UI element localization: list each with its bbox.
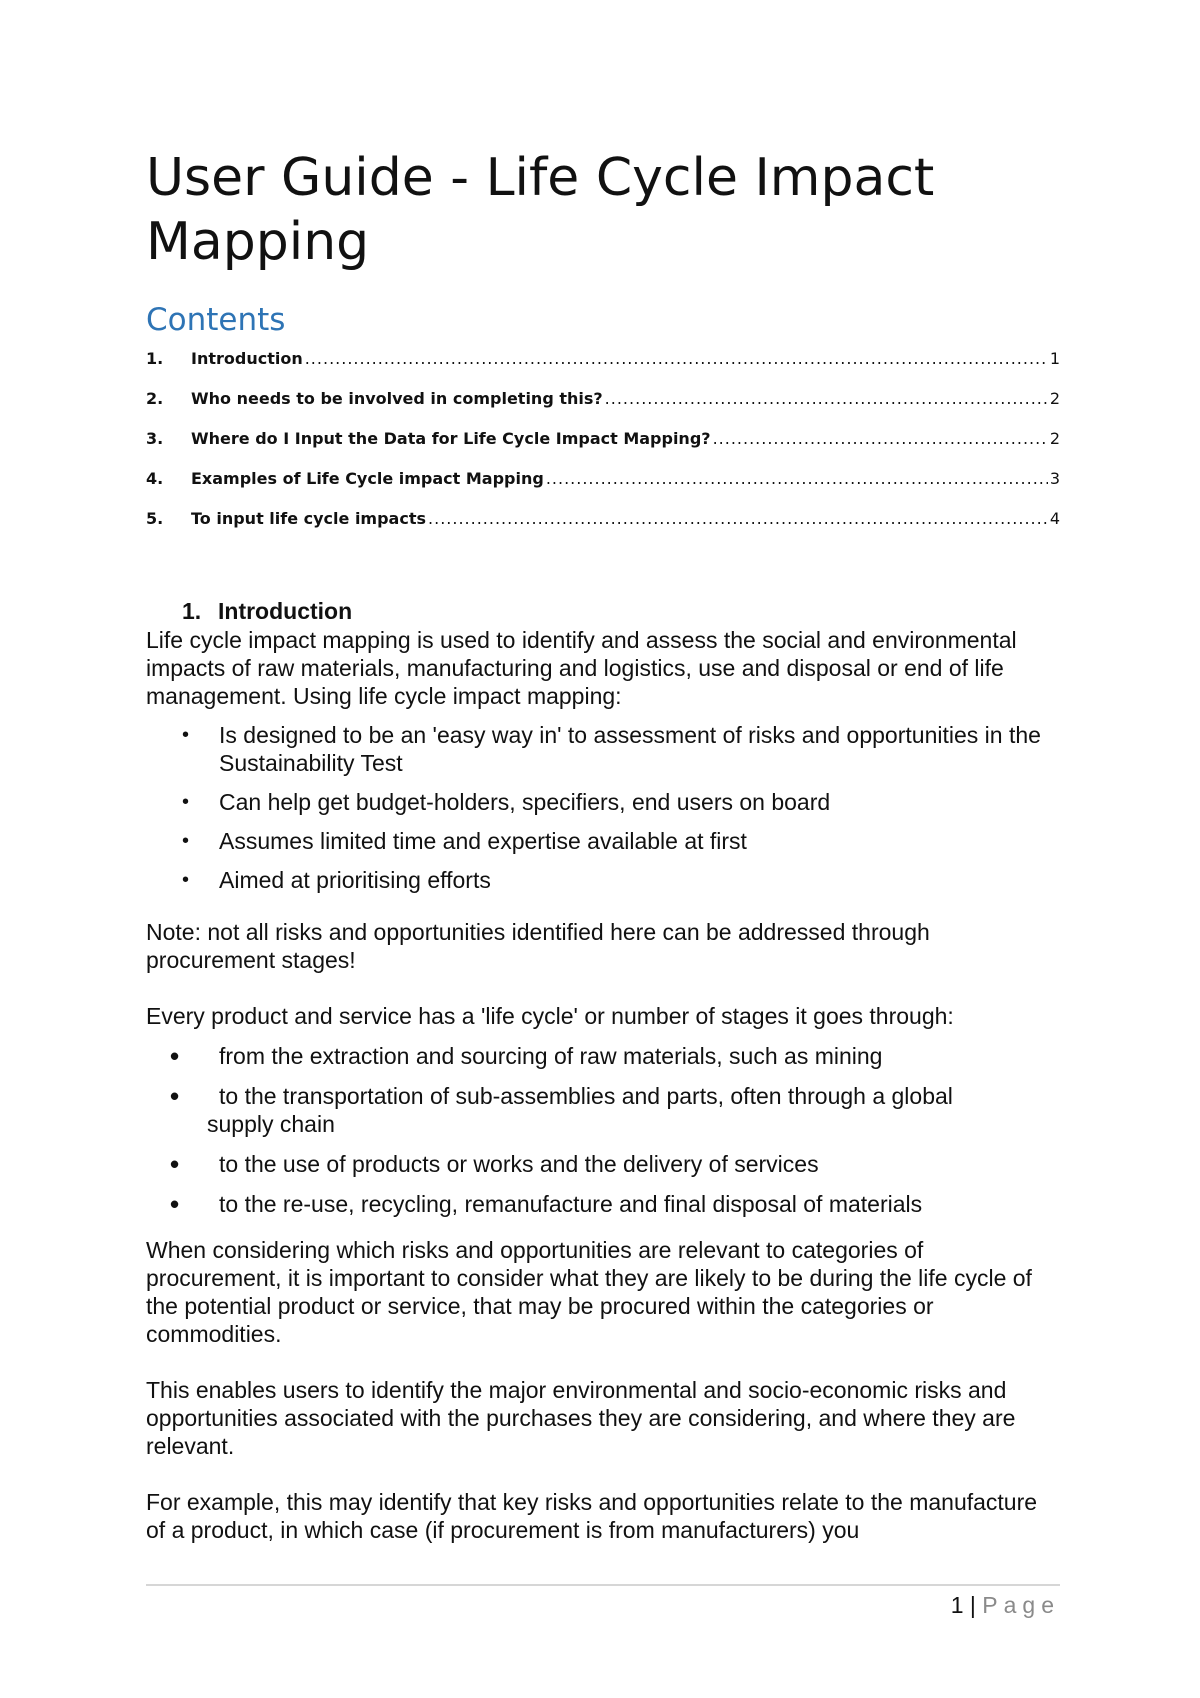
toc-entry-where-input[interactable] <box>146 424 1060 464</box>
list-item: • from the extraction and sourcing of raw materials, such as mining <box>170 1041 883 1071</box>
toc-number: 5. <box>146 509 164 528</box>
toc-page-number: 2 <box>1049 429 1060 448</box>
toc-page-number: 1 <box>1049 349 1060 368</box>
toc-entry-to-input[interactable] <box>146 504 1060 544</box>
toc-dot-leader <box>713 424 1048 454</box>
lifecycle-stages-list <box>146 1042 1060 1218</box>
toc-label: To input life cycle impacts <box>191 509 427 528</box>
list-item: • to the use of products or works and the delivery of services <box>170 1149 819 1179</box>
toc-entry-examples[interactable] <box>146 464 1060 504</box>
example-paragraph: For example, this may identify that key risks and opportunities relate to the manufacture of a product, in which case (if procurement is from manufacturers) you <box>146 1489 1038 1543</box>
toc-number: 4. <box>146 469 164 488</box>
footer-divider <box>146 1584 1060 1586</box>
considering-paragraph: When considering which risks and opportunities are relevant to categories of procurement, it is important to consider what they are likely to be during the life cycle of the potential product or service, that may be procured within the categories or commodities. <box>146 1237 1032 1347</box>
page-number: 1 <box>950 1592 964 1618</box>
toc-label: Examples of Life Cycle impact Mapping <box>191 469 544 488</box>
list-item: • Aimed at prioritising efforts <box>182 867 491 893</box>
page-label: Page <box>982 1592 1060 1618</box>
list-item: • Is designed to be an 'easy way in' to assessment of risks and opportunities in the Sustainability Test <box>182 722 1041 776</box>
bullet-icon: • <box>182 869 190 891</box>
toc-label: Who needs to be involved in completing this? <box>191 389 603 408</box>
toc-page-number: 3 <box>1049 469 1060 488</box>
toc-page-number: 4 <box>1049 509 1060 528</box>
bullet-icon: • <box>182 724 190 746</box>
document-page <box>146 0 1060 1698</box>
toc-dot-leader <box>305 344 1048 374</box>
toc-entry-who-involved[interactable] <box>146 384 1060 424</box>
table-of-contents <box>146 344 1060 544</box>
toc-number: 1. <box>146 349 164 368</box>
toc-dot-leader <box>546 464 1048 494</box>
list-item: • Assumes limited time and expertise available at first <box>182 828 747 854</box>
enables-paragraph: This enables users to identify the major environmental and socio-economic risks and opportunities associated with the purchases they are considering, and where they are relevant. <box>146 1377 1016 1459</box>
bullet-icon: • <box>182 830 190 852</box>
bullet-icon: • <box>170 1041 180 1071</box>
page-footer <box>951 1590 1060 1620</box>
document-title: User Guide - Life Cycle Impact Mapping <box>146 148 935 272</box>
lifecycle-intro-paragraph: Every product and service has a 'life cycle' or number of stages it goes through: <box>146 1003 954 1029</box>
bullet-icon: • <box>170 1189 180 1219</box>
toc-number: 3. <box>146 429 164 448</box>
list-item: • to the re-use, recycling, remanufacture and final disposal of materials <box>170 1189 923 1219</box>
toc-dot-leader <box>428 504 1048 534</box>
toc-number: 2. <box>146 389 164 408</box>
benefits-list <box>146 721 1060 894</box>
section-number: 1. <box>182 598 202 624</box>
toc-page-number: 2 <box>1049 389 1060 408</box>
toc-label: Introduction <box>191 349 303 368</box>
list-item: • to the transportation of sub-assemblies and parts, often through a global supply chain <box>170 1081 953 1137</box>
section-heading-introduction <box>182 596 352 626</box>
contents-heading: Contents <box>146 302 286 338</box>
bullet-icon: • <box>182 791 190 813</box>
toc-entry-introduction[interactable] <box>146 344 1060 384</box>
toc-dot-leader <box>605 384 1048 414</box>
list-item: • Can help get budget-holders, specifiers, end users on board <box>182 789 831 815</box>
toc-label: Where do I Input the Data for Life Cycle Impact Mapping? <box>191 429 711 448</box>
footer-separator: | <box>969 1592 976 1618</box>
section-title: Introduction <box>218 598 353 624</box>
intro-paragraph: Life cycle impact mapping is used to identify and assess the social and environmental impacts of raw materials, manufacturing and logistics, use and disposal or end of life management. Using life cycle impact mapping: <box>146 627 1017 709</box>
note-paragraph: Note: not all risks and opportunities identified here can be addressed through procurement stages! <box>146 919 930 973</box>
bullet-icon: • <box>170 1149 180 1179</box>
section-body <box>146 626 1060 1544</box>
bullet-icon: • <box>170 1081 180 1111</box>
